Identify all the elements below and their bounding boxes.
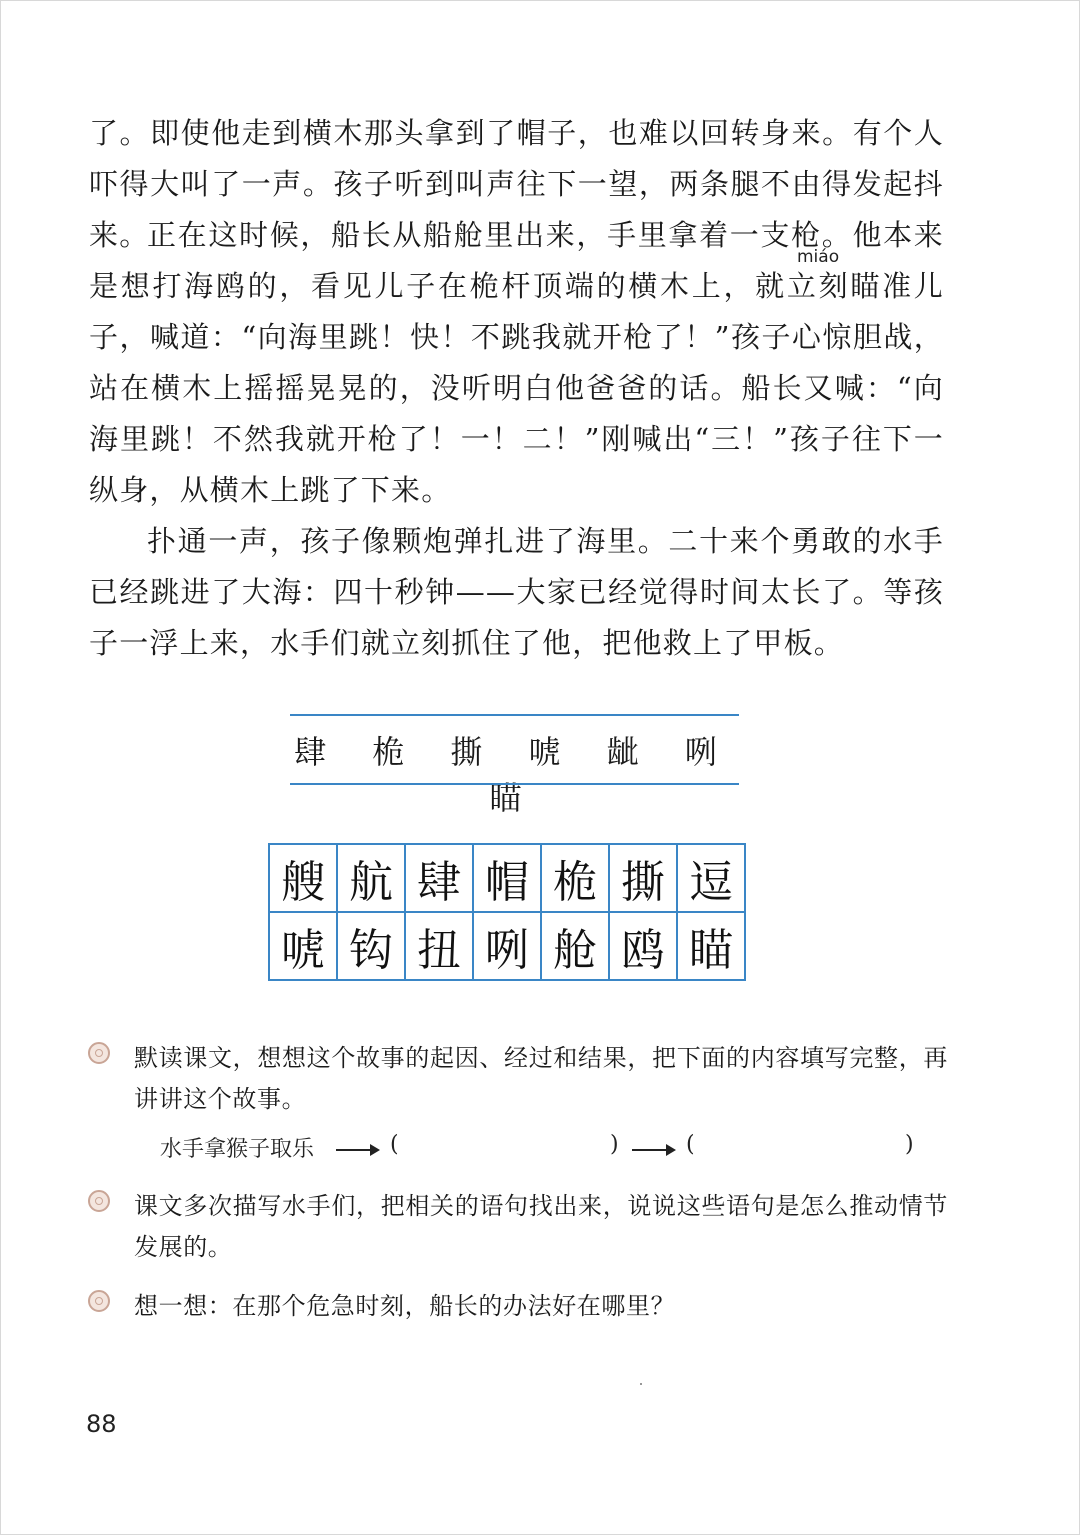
grid-row — [269, 844, 745, 912]
paragraph-2: 正在这时候，船长从船舱里出来，手里拿着一支枪。他本来是想打海鸥的，看见儿子在桅杆顶端的横木上，就立刻瞄准儿子，喊道：“向海里跳！快！不跳我就开枪了！”孩子心惊胆战，站在横木上摇摇晃晃的，没听明白他爸爸的话。船长又喊：“向海里跳！不然我就开枪了！一！二！”刚喊出“三！”孩子往下一纵身，从横木上跳了下来。 — [89, 218, 944, 507]
grid-cell: 艘 — [269, 844, 337, 912]
question-3 — [88, 1286, 948, 1327]
pinyin-annotation: miáo — [797, 247, 840, 267]
paragraph-1: 了。即使他走到横木那头拿到了帽子，也难以回转身来。有个人吓得大叫了一声。孩子听到叫声往下一望，两条腿不由得发起抖来。 — [89, 116, 944, 252]
grid-cell: 瞄 — [677, 912, 745, 980]
fill-in-open-1: ( — [390, 1132, 399, 1157]
recognize-characters: 肆 桅 撕 唬 龇 咧 瞄 — [294, 733, 735, 817]
fill-in-close-1: ) — [610, 1132, 619, 1157]
question-1 — [88, 1038, 948, 1120]
grid-cell: 桅 — [541, 844, 609, 912]
grid-cell: 咧 — [473, 912, 541, 980]
fill-in-start: 水手拿猴子取乐 — [160, 1137, 315, 1162]
grid-cell: 钩 — [337, 912, 405, 980]
question-bullet-icon — [88, 1042, 110, 1064]
grid-cell: 唬 — [269, 912, 337, 980]
grid-cell: 航 — [337, 844, 405, 912]
grid-cell: 逗 — [677, 844, 745, 912]
grid-cell: 撕 — [609, 844, 677, 912]
arrow-right-icon — [336, 1149, 378, 1151]
decorative-dot — [640, 1383, 642, 1385]
grid-cell: 肆 — [405, 844, 473, 912]
fill-in-sequence — [160, 1132, 930, 1168]
fill-in-close-2: ) — [905, 1132, 914, 1157]
page-number: 88 — [86, 1410, 117, 1438]
question-3-text: 想一想：在那个危急时刻，船长的办法好在哪里？ — [134, 1292, 676, 1320]
question-bullet-icon — [88, 1290, 110, 1312]
grid-row — [269, 912, 745, 980]
question-2 — [88, 1186, 948, 1268]
paragraph-3: 扑通一声，孩子像颗炮弹扎进了海里。二十来个勇敢的水手已经跳进了大海：四十秒钟——大家已经觉得时间太长了。等孩子一浮上来，水手们就立刻抓住了他，把他救上了甲板。 — [89, 524, 944, 660]
grid-cell: 扭 — [405, 912, 473, 980]
recognize-top-rule — [290, 714, 739, 716]
grid-cell: 舱 — [541, 912, 609, 980]
grid-cell: 鸥 — [609, 912, 677, 980]
question-bullet-icon — [88, 1190, 110, 1212]
writing-character-grid — [268, 843, 746, 981]
question-2-text: 课文多次描写水手们，把相关的语句找出来，说说这些语句是怎么推动情节发展的。 — [134, 1192, 948, 1261]
recognize-bottom-rule — [290, 783, 739, 785]
question-1-text: 默读课文，想想这个故事的起因、经过和结果，把下面的内容填写完整，再讲讲这个故事。 — [134, 1044, 948, 1113]
arrow-right-icon — [632, 1149, 674, 1151]
fill-in-open-2: ( — [686, 1132, 695, 1157]
grid-cell: 帽 — [473, 844, 541, 912]
